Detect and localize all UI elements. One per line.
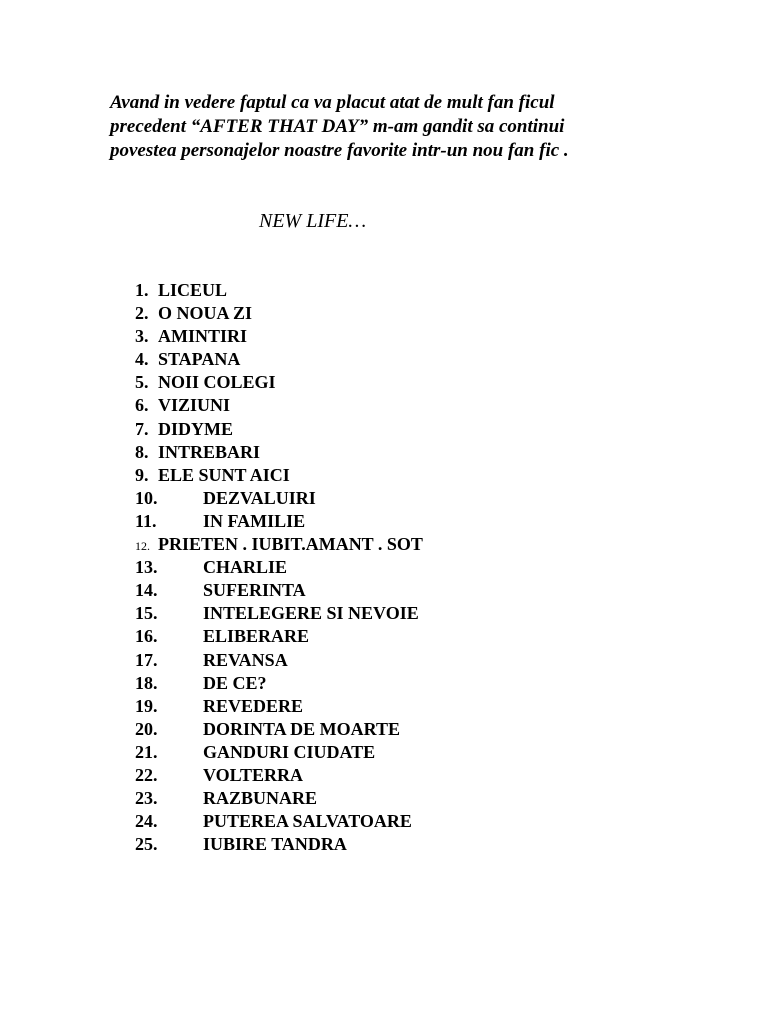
- chapter-number: 11.: [135, 510, 157, 531]
- chapter-number: 25.: [135, 834, 158, 855]
- chapter-title: ELIBERARE: [203, 626, 310, 647]
- chapter-number: 15.: [135, 603, 158, 624]
- chapter-item: [135, 464, 423, 487]
- chapter-title: DORINTA DE MOARTE: [203, 718, 401, 739]
- chapter-item: [135, 579, 423, 602]
- chapter-number: 8.: [135, 441, 149, 462]
- chapter-title: IN FAMILIE: [203, 510, 306, 531]
- chapter-number: 16.: [135, 626, 158, 647]
- chapter-item: [135, 556, 423, 579]
- chapter-item: [135, 302, 423, 325]
- chapter-item: [135, 510, 423, 533]
- chapter-number: 7.: [135, 418, 149, 439]
- chapter-item: [135, 371, 423, 394]
- chapter-number: 3.: [135, 326, 149, 347]
- chapter-number: 5.: [135, 372, 149, 393]
- chapter-number: 1.: [135, 280, 149, 300]
- chapter-item: [135, 695, 423, 718]
- chapter-item: [135, 718, 423, 741]
- chapter-title: AMINTIRI: [158, 326, 248, 347]
- chapter-item: [135, 625, 423, 648]
- intro-line: precedent “AFTER THAT DAY” m-am gandit sa continui: [110, 116, 565, 137]
- chapter-title: PRIETEN . IUBIT.AMANT . SOT: [158, 534, 423, 555]
- chapter-title: PUTEREA SALVATOARE: [203, 811, 412, 832]
- chapter-number: 10.: [135, 487, 158, 508]
- chapter-item: [135, 764, 423, 787]
- chapter-number: 23.: [135, 788, 158, 809]
- chapter-title: STAPANA: [158, 349, 241, 370]
- chapter-item: [135, 810, 423, 833]
- chapter-item: [135, 279, 423, 302]
- chapter-number: 24.: [135, 811, 158, 832]
- chapter-number: 22.: [135, 764, 158, 785]
- chapter-number: 14.: [135, 580, 158, 601]
- intro-line: Avand in vedere faptul ca va placut atat de mult fan ficul: [110, 92, 555, 113]
- chapter-number: 17.: [135, 649, 158, 670]
- chapter-item: [135, 787, 423, 810]
- chapter-title: O NOUA ZI: [158, 303, 253, 324]
- chapter-list: [135, 279, 423, 856]
- chapter-item: [135, 602, 423, 625]
- intro-paragraph: [110, 91, 670, 163]
- chapter-number: 12.: [135, 539, 150, 554]
- chapter-number: 4.: [135, 349, 149, 370]
- chapter-number: 13.: [135, 557, 158, 578]
- chapter-item: [135, 649, 423, 672]
- chapter-title: REVEDERE: [203, 695, 304, 716]
- chapter-number: 20.: [135, 718, 158, 739]
- chapter-title: DIDYME: [158, 418, 233, 439]
- chapter-title: INTELEGERE SI NEVOIE: [203, 603, 419, 624]
- chapter-number: 19.: [135, 695, 158, 716]
- chapter-number: 6.: [135, 395, 149, 416]
- chapter-title: SUFERINTA: [203, 580, 306, 601]
- chapter-title: REVANSA: [203, 649, 288, 670]
- chapter-item: [135, 418, 423, 441]
- chapter-title: DEZVALUIRI: [203, 487, 316, 508]
- chapter-item: [135, 394, 423, 417]
- chapter-title: IUBIRE TANDRA: [203, 834, 347, 855]
- chapter-title: ELE SUNT AICI: [158, 464, 290, 485]
- chapter-item: [135, 741, 423, 764]
- chapter-title: VIZIUNI: [158, 395, 231, 416]
- chapter-item: [135, 348, 423, 371]
- chapter-number: 18.: [135, 672, 158, 693]
- chapter-item: [135, 833, 423, 856]
- chapter-title: VOLTERRA: [203, 764, 304, 785]
- chapter-title: NOII COLEGI: [158, 372, 276, 393]
- document-title: NEW LIFE…: [259, 210, 367, 232]
- chapter-number: 9.: [135, 464, 149, 485]
- chapter-title: LICEUL: [158, 280, 228, 300]
- chapter-number: 2.: [135, 303, 149, 324]
- chapter-title: CHARLIE: [203, 557, 288, 578]
- chapter-title: DE CE?: [203, 672, 267, 693]
- chapter-title: INTREBARI: [158, 441, 261, 462]
- chapter-item: [135, 487, 423, 510]
- chapter-number: 21.: [135, 741, 158, 762]
- chapter-item: [135, 441, 423, 464]
- chapter-item: [135, 533, 423, 556]
- chapter-title: GANDURI CIUDATE: [203, 741, 376, 762]
- intro-line: povestea personajelor noastre favorite intr-un nou fan fic .: [110, 140, 569, 161]
- chapter-item: [135, 672, 423, 695]
- chapter-item: [135, 325, 423, 348]
- chapter-title: RAZBUNARE: [203, 788, 318, 809]
